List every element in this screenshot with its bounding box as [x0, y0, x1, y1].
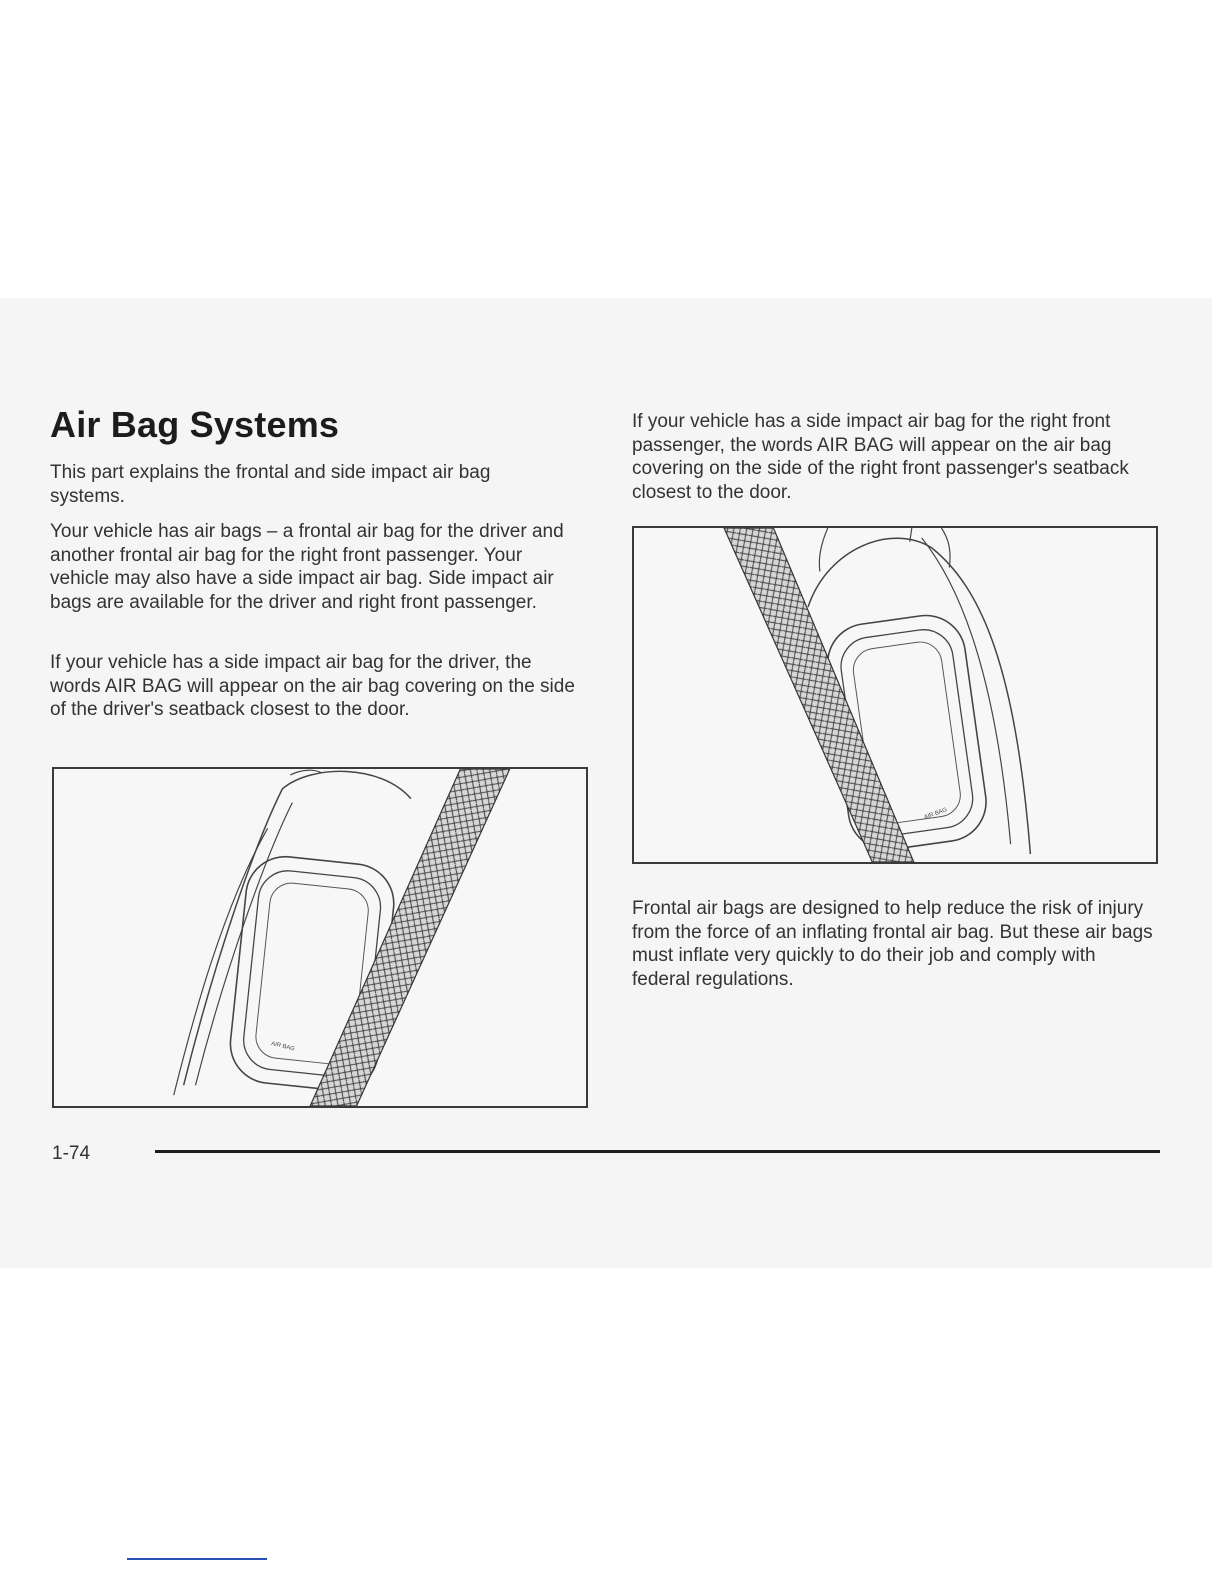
- footer-rule: [155, 1150, 1160, 1153]
- driver-seatback-illustration: [54, 769, 586, 1106]
- driver-airbag-label: AIR BAG: [270, 1040, 296, 1053]
- passenger-seatback-illustration: [634, 528, 1156, 862]
- driver-seatback-figure: [52, 767, 588, 1108]
- passenger-airbag-label: AIR BAG: [923, 807, 949, 822]
- air-bags-paragraph: Your vehicle has air bags – a frontal air bag for the driver and another frontal air bag for the right front passenger. Your vehicle may also have a side impact air bag. Side impact air bags are available for the driver and right front passenger.: [50, 521, 564, 613]
- driver-side-airbag-paragraph: If your vehicle has a side impact air bag for the driver, the words AIR BAG will appear on the air bag covering on the side of the driver's seatback closest to the door.: [50, 652, 575, 721]
- passenger-side-airbag-paragraph: If your vehicle has a side impact air bag for the right front passenger, the words AIR BAG will appear on the air bag covering on the side of the right front passenger's seatback closest to the door.: [632, 411, 1129, 503]
- page-title: Air Bag Systems: [50, 404, 340, 445]
- passenger-seatback-figure: [632, 526, 1158, 864]
- bottom-underline: [127, 1558, 267, 1560]
- page-number: 1-74: [52, 1143, 91, 1164]
- frontal-airbags-paragraph: Frontal air bags are designed to help reduce the risk of injury from the force of an inflating frontal air bag. But these air bags must inflate very quickly to do their job and comply with federal regulations.: [632, 898, 1153, 990]
- intro-paragraph: This part explains the frontal and side impact air bag systems.: [50, 462, 491, 507]
